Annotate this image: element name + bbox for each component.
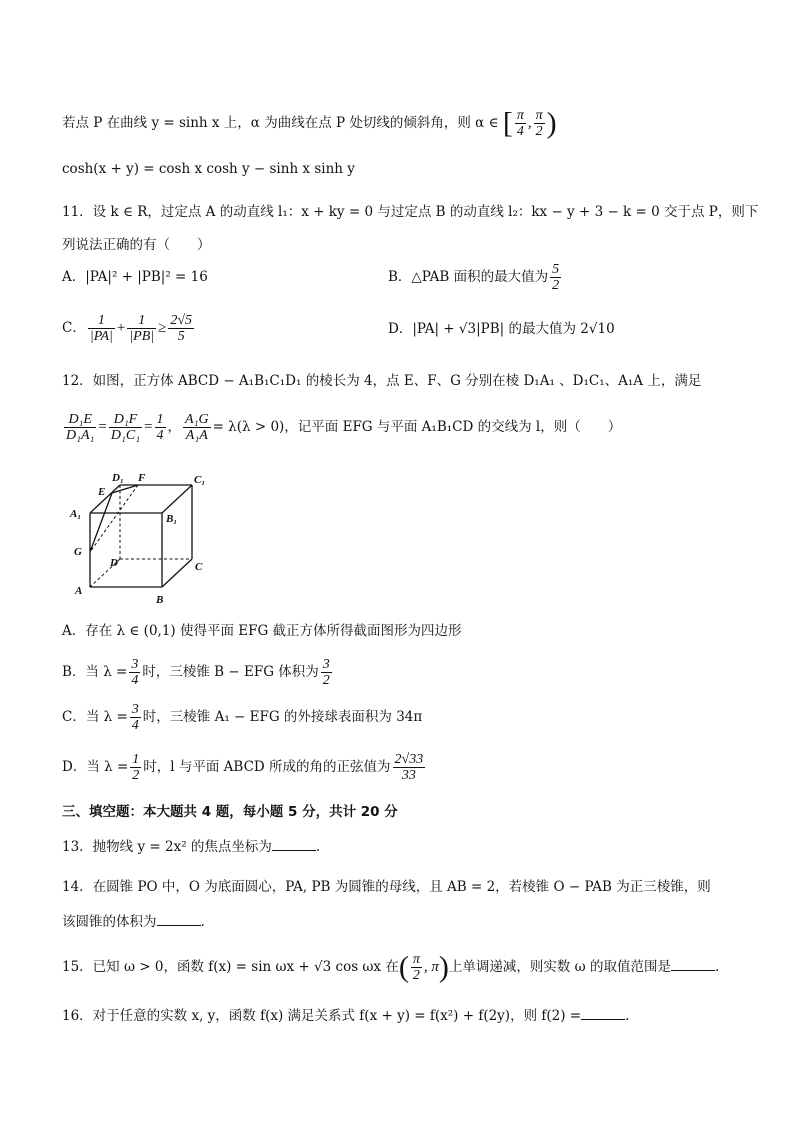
answer-blank[interactable] (272, 836, 316, 851)
label-d: D (110, 557, 118, 569)
q11-option-c: C． $\frac{1}{|PA|}$ + $\frac{1}{|PB|}$ ≥ $\frac{2√5}{5}$ (62, 313, 193, 344)
q14-line1: 14．在圆锥 PO 中，O 为底面圆心，PA, PB 为圆锥的母线，且 AB = 2，若棱锥 O − PAB 为正三棱锥，则 (62, 879, 711, 895)
q14-line2: 该圆锥的体积为 . (62, 911, 205, 931)
q11-b-fraction: $\frac{5}{2}$ (552, 262, 560, 293)
label-a1: A₁ (70, 508, 82, 520)
q12-stem-line2: $\frac{\text{D₁E}}{\text{D₁A₁}}$ = $\frac{\text{D₁F}}{\text{D₁C₁}}$ = $\frac{1}{4}$ ， $\frac{\text{A₁G}}{\text{A₁A}}$ = λ(λ > 0)，记平面 EFG 与平面 A₁B₁CD 的交线为 l，则（ ） (66, 412, 622, 443)
q10-option-d: cosh(x + y) = cosh x cosh y − sinh x sinh y (62, 161, 355, 177)
edge-bc (162, 559, 192, 587)
q12-option-d: D．当 λ = $\frac{1}{2}$ 时，l 与平面 ABCD 所成的角的正弦值为 $\frac{2√33}{33}$ (62, 752, 424, 783)
label-f: F (138, 472, 146, 484)
section-title: 三、填空题：本大题共 4 题，每小题 5 分，共计 20 分 (62, 804, 398, 820)
q11-stem-line2: 列说法正确的有（ ） (62, 237, 211, 253)
q12-option-a: A．存在 λ ∈ (0,1) 使得平面 EFG 截正方体所得截面图形为四边形 (62, 623, 462, 639)
interval-right-fraction: $\frac{\pi}{2}$ (535, 108, 543, 139)
label-e: E (98, 486, 106, 498)
label-c1: C₁ (194, 474, 206, 486)
label-b: B (156, 594, 164, 606)
q11-option-a: A．|PA|² + |PB|² = 16 (62, 269, 208, 285)
cube-figure (62, 470, 212, 610)
q12-option-c: C．当 λ = $\frac{3}{4}$ 时，三棱锥 A₁ − EFG 的外接球表面积为 34π (62, 702, 423, 733)
q11-stem-line1: 11．设 k ∈ R，过定点 A 的动直线 l₁：x + ky = 0 与过定点 B 的动直线 l₂：kx − y + 3 − k = 0 交于点 P，则下 (62, 204, 759, 220)
label-c: C (195, 561, 203, 573)
label-g: G (74, 546, 82, 558)
answer-blank[interactable] (581, 1005, 625, 1020)
q13: 13．抛物线 y = 2x² 的焦点坐标为 . (62, 836, 320, 856)
label-a: A (75, 585, 83, 597)
cube-diagram (62, 470, 212, 610)
q12-stem-line1: 12．如图，正方体 ABCD − A₁B₁C₁D₁ 的棱长为 4，点 E、F、G 分别在棱 D₁A₁ 、D₁C₁、A₁A 上，满足 (62, 373, 702, 389)
answer-blank[interactable] (671, 956, 715, 971)
label-b1: B₁ (166, 513, 178, 525)
q10-option-c: 若点 P 在曲线 y = sinh x 上，α 为曲线在点 P 处切线的倾斜角，则 α ∈ [ $\frac{\pi}{4}$ , $\frac{\pi}{2}$ ) (62, 106, 557, 140)
q11-option-d: D．|PA| + √3|PB| 的最大值为 2√10 (388, 321, 615, 337)
interval-left-fraction: $\frac{\pi}{4}$ (516, 108, 524, 139)
q15: 15．已知 ω > 0，函数 f(x) = sin ωx + √3 cos ωx 在( $\frac{\pi}{2}$ , π)上单调递减，则实数 ω 的取值范围是 . (62, 950, 720, 984)
q12-option-b: B．当 λ = $\frac{3}{4}$ 时，三棱锥 B − EFG 体积为 $\frac{3}{2}$ (62, 657, 330, 688)
edge-b1c1 (162, 485, 192, 513)
answer-blank[interactable] (157, 911, 201, 926)
q11-option-b: B．△PAB 面积的最大值为 $\frac{5}{2}$ (388, 262, 560, 293)
q16: 16．对于任意的实数 x, y，函数 f(x) 满足关系式 f(x + y) = f(x²) + f(2y)，则 f(2) = . (62, 1005, 629, 1025)
q10-option-c-text: 若点 P 在曲线 y = sinh x 上，α 为曲线在点 P 处切线的倾斜角，则 α ∈ (62, 115, 499, 131)
label-d1: D₁ (112, 472, 124, 484)
